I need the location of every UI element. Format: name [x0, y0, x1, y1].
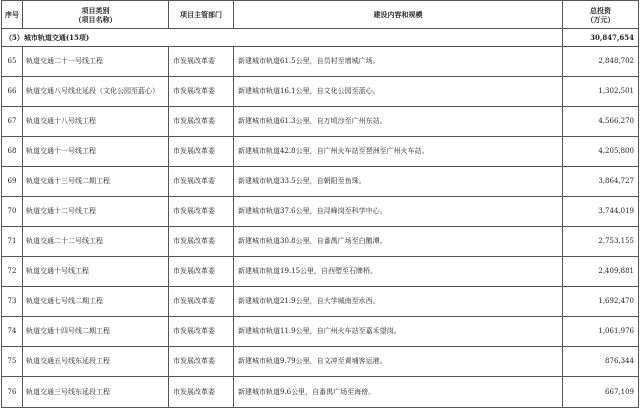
construction-scope: 新建城市轨道37.6公里，自浔峰岗至科学中心。 — [234, 197, 563, 227]
header-dept — [169, 1, 234, 29]
header-scope — [234, 1, 563, 29]
table-row — [2, 287, 639, 317]
header-investment — [563, 1, 639, 29]
section-row — [2, 29, 639, 47]
table-row — [2, 317, 639, 347]
header-investment-line2: （万元） — [586, 14, 615, 24]
managing-department: 市发展改革委 — [169, 137, 234, 167]
construction-scope: 新建城市轨道9.6公里，自番禺广场至海傍。 — [234, 377, 563, 408]
managing-department: 市发展改革委 — [169, 227, 234, 257]
total-investment: 4,566,270 — [563, 107, 639, 137]
project-investment-table — [1, 0, 639, 408]
header-no-label: 序号 — [5, 10, 19, 19]
section-total: 30,847,654 — [563, 29, 639, 47]
project-name: 轨道交通十二号线工程 — [23, 197, 169, 227]
construction-scope: 新建城市轨道11.9公里，自广州火车站至嘉禾望岗。 — [234, 317, 563, 347]
total-investment: 3,744,019 — [563, 197, 639, 227]
total-investment: 876,344 — [563, 347, 639, 377]
table-row — [2, 257, 639, 287]
header-category — [23, 1, 169, 29]
construction-scope: 新建城市轨道42.8公里，自广州火车站至琶洲至广州火车站。 — [234, 137, 563, 167]
project-name: 轨道交通十号线工程 — [23, 257, 169, 287]
header-no — [2, 1, 23, 29]
project-name: 轨道交通十三号线二期工程 — [23, 167, 169, 197]
construction-scope: 新建城市轨道16.1公里，自文化公园至蓝心。 — [234, 77, 563, 107]
header-category-line1: 项目类别 — [81, 5, 110, 15]
row-number: 65 — [2, 47, 23, 77]
construction-scope: 新建城市轨道9.79公里，自文冲至黄埔客运港。 — [234, 347, 563, 377]
header-dept-label: 项目主管部门 — [180, 10, 222, 19]
project-name: 轨道交通二十一号线工程 — [23, 47, 169, 77]
managing-department: 市发展改革委 — [169, 377, 234, 408]
construction-scope: 新建城市轨道21.9公里，自大学城南至水西。 — [234, 287, 563, 317]
project-name: 轨道交通十四号线二期工程 — [23, 317, 169, 347]
row-number: 72 — [2, 257, 23, 287]
construction-scope: 新建城市轨道30.8公里，自番禺广场至白鹅潭。 — [234, 227, 563, 257]
managing-department: 市发展改革委 — [169, 317, 234, 347]
managing-department: 市发展改革委 — [169, 347, 234, 377]
construction-scope: 新建城市轨道19.15公里，自西塱至石牌桥。 — [234, 257, 563, 287]
project-name: 轨道交通十一号线工程 — [23, 137, 169, 167]
total-investment: 4,205,800 — [563, 137, 639, 167]
row-number: 68 — [2, 137, 23, 167]
row-number: 67 — [2, 107, 23, 137]
table-row — [2, 347, 639, 377]
project-name: 轨道交通三号线东延段工程 — [23, 377, 169, 408]
managing-department: 市发展改革委 — [169, 77, 234, 107]
total-investment: 1,692,470 — [563, 287, 639, 317]
project-name: 轨道交通七号线二期工程 — [23, 287, 169, 317]
managing-department: 市发展改革委 — [169, 287, 234, 317]
managing-department: 市发展改革委 — [169, 257, 234, 287]
table-row — [2, 77, 639, 107]
row-number: 66 — [2, 77, 23, 107]
header-scope-label: 建设内容和规模 — [373, 10, 423, 19]
total-investment: 2,409,881 — [563, 257, 639, 287]
managing-department: 市发展改革委 — [169, 197, 234, 227]
row-number: 71 — [2, 227, 23, 257]
row-number: 74 — [2, 317, 23, 347]
row-number: 76 — [2, 377, 23, 408]
total-investment: 1,061,976 — [563, 317, 639, 347]
total-investment: 667,109 — [563, 377, 639, 408]
header-investment-line1: 总投资 — [590, 5, 611, 15]
project-name: 轨道交通八号线北延段（文化公园至蓝心） — [23, 77, 169, 107]
table-row — [2, 47, 639, 77]
total-investment: 1,302,501 — [563, 77, 639, 107]
table-row — [2, 107, 639, 137]
row-number: 69 — [2, 167, 23, 197]
construction-scope: 新建城市轨道61.5公里，自员村至增城广场。 — [234, 47, 563, 77]
project-name: 轨道交通五号线东延段工程 — [23, 347, 169, 377]
table-row — [2, 197, 639, 227]
project-name: 轨道交通二十二号线工程 — [23, 227, 169, 257]
row-number: 75 — [2, 347, 23, 377]
managing-department: 市发展改革委 — [169, 107, 234, 137]
row-number: 73 — [2, 287, 23, 317]
section-title: （5）城市轨道交通(15项) — [2, 29, 563, 47]
total-investment: 2,848,702 — [563, 47, 639, 77]
total-investment: 2,753,155 — [563, 227, 639, 257]
row-number: 70 — [2, 197, 23, 227]
managing-department: 市发展改革委 — [169, 167, 234, 197]
construction-scope: 新建城市轨道61.3公里，自万顷沙至广州东站。 — [234, 107, 563, 137]
table-row — [2, 137, 639, 167]
header-category-line2: （项目名称） — [74, 14, 117, 24]
construction-scope: 新建城市轨道33.5公里，自朝阳至鱼珠。 — [234, 167, 563, 197]
table-row — [2, 167, 639, 197]
table-header-row — [2, 1, 639, 29]
table-row — [2, 227, 639, 257]
managing-department: 市发展改革委 — [169, 47, 234, 77]
table-row — [2, 377, 639, 408]
project-name: 轨道交通十八号线工程 — [23, 107, 169, 137]
total-investment: 3,864,727 — [563, 167, 639, 197]
